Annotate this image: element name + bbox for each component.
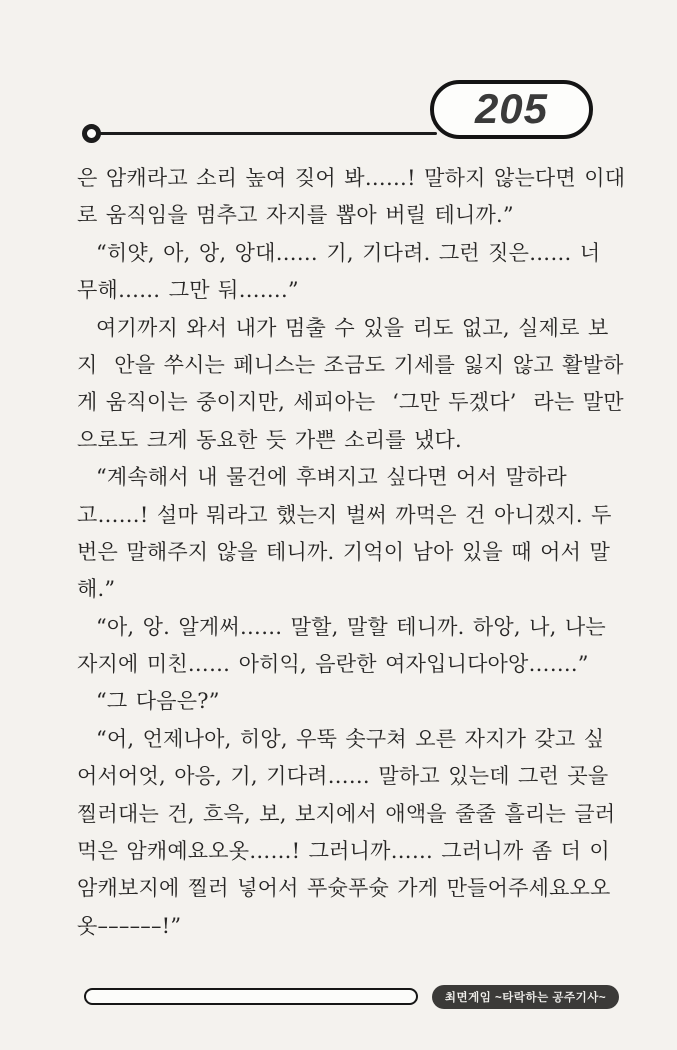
text-line: 무해…… 그만 둬…….” [77,278,299,303]
text-line: 고……! 설마 뭐라고 했는지 벌써 까먹은 건 아니겠지. 두 [77,502,612,527]
footer-series-badge [432,985,619,1009]
header-rule [92,132,437,135]
text-line: “그 다음은?” [96,689,220,714]
body-text [77,160,626,945]
series-title: 최면게임 ~타락하는 공주기사~ [444,992,607,1004]
page-number: 205 [474,84,549,132]
text-line: “아, 앙. 알게써…… 말할, 말할 테니까. 하앙, 나, 나는 [96,614,606,639]
text-line: 찔러대는 건, 흐윽, 보, 보지에서 애액을 줄줄 흘리는 글러 [77,801,616,826]
text-line: “계속해서 내 물건에 후벼지고 싶다면 어서 말하라 [96,465,567,490]
text-line: 자지에 미친…… 아히익, 음란한 여자입니다아앙…….” [77,652,589,677]
text-line: 여기까지 와서 내가 멈출 수 있을 리도 없고, 실제로 보 [96,315,609,340]
footer-blank-box [84,988,418,1005]
text-line: 게 움직이는 중이지만, 세피아는 ‘그만 두겠다’ 라는 말만 [77,390,624,415]
text-line: 번은 말해주지 않을 테니까. 기억이 남아 있을 때 어서 말 [77,539,610,564]
text-line: 어서어엇, 아응, 기, 기다려…… 말하고 있는데 그런 곳을 [77,764,609,789]
text-line: 은 암캐라고 소리 높여 짖어 봐……! 말하지 않는다면 이대 [77,166,626,190]
text-line: 먹은 암캐예요오옷……! 그러니까…… 그러니까 좀 더 이 [77,839,610,864]
text-line: 으로도 크게 동요한 듯 가쁜 소리를 냈다. [77,427,462,452]
text-line: 암캐보지에 찔러 넣어서 푸슛푸슛 가게 만들어주세요오오 [77,876,611,901]
text-line: “히얏, 아, 앙, 앙대…… 기, 기다려. 그런 짓은…… 너 [96,240,601,265]
text-line: 로 움직임을 멈추고 자지를 뽑아 버릴 테니까.” [77,203,514,228]
text-line: 지 안을 쑤시는 페니스는 조금도 기세를 잃지 않고 활발하 [77,352,624,377]
text-line: 옷––––––!” [77,913,182,938]
text-line: 해.” [77,577,116,602]
page-number-badge [430,80,593,139]
ring-ornament-icon [82,124,101,143]
text-line: “어, 언제나아, 히앙, 우뚝 솟구쳐 오른 자지가 갖고 싶 [96,726,605,751]
